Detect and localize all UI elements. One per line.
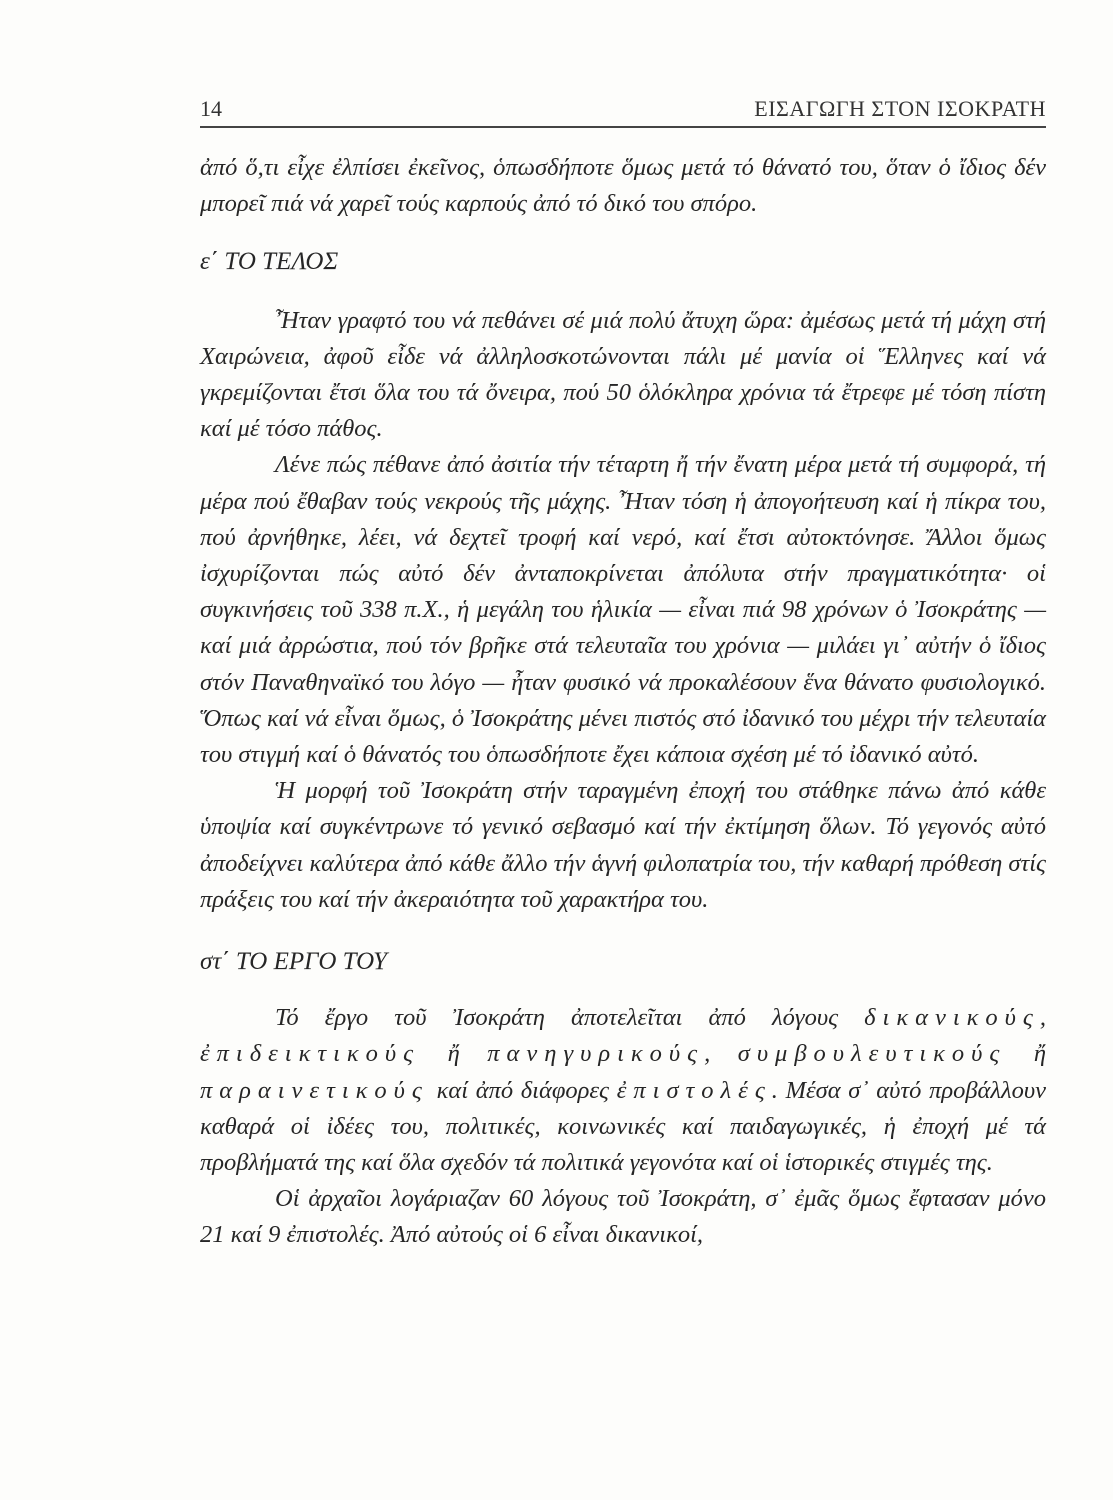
paragraph-the-end-2: Λένε πώς πέθανε ἀπό ἀσιτία τήν τέταρτη ἤ τήν ἔνατη μέρα μετά τή συμφορά, τή μέρα πού ἔθαβαν τούς νεκρούς τῆς μάχης. Ἦταν τόση ἡ ἀπογοήτευση καί ἡ πίκρα του, πού ἀρνήθηκε, λέει, νά δεχτεῖ τροφή καί νερό, καί ἔτσι αὐτοκτόνησε. Ἄλλοι ὅμως ἰσχυρίζονται πώς αὐτό δέν ἀνταποκρίνεται ἀπόλυτα στήν πραγματικότητα· οἱ συγκινήσεις τοῦ 338 π.Χ., ἡ μεγάλη του ἡλικία — εἶναι πιά 98 χρόνων ὁ Ἰσοκράτης — καί μιά ἀρρώστια, πού τόν βρῆκε στά τελευταῖα του χρόνια — μιλάει γι᾽ αὐτήν ὁ ἴδιος στόν Παναθηναϊκό του λόγο — ἦταν φυσικό νά προκαλέσουν ἕνα θάνατο φυσιολογικό. Ὅπως καί νά εἶναι ὅμως, ὁ Ἰσοκράτης μένει πιστός στό ἰδανικό του μέχρι τήν τελευταία του στιγμή καί ὁ θάνατός του ὁπωσδήποτε ἔχει κάποια σχέση μέ τό ἰδανικό αὐτό.	[200, 451, 1046, 769]
term-symvouleftikous: συμβουλευτικούς	[737, 1040, 1007, 1068]
term-dikanikous: δικανικούς	[864, 1004, 1040, 1032]
paragraph-his-work-2: Οἱ ἀρχαῖοι λογάριαζαν 60 λόγους τοῦ Ἰσοκράτη, σ᾽ ἐμᾶς ὅμως ἔφτασαν μόνο 21 καί 9 ἐπιστολές. Ἀπό αὐτούς οἱ 6 εἶναι δικανικοί,	[200, 1185, 1046, 1249]
term-parainetikous: παραινετικούς	[200, 1076, 429, 1104]
section-heading-the-end: ε΄ ΤΟ ΤΕΛΟΣ	[200, 248, 339, 276]
text-run: . Μέσα σ᾽ αὐτό προβάλλουν καθαρά οἱ ἰδέες του, πολιτικές, κοινωνικές καί παιδαγωγικές, ἡ ἐποχή μέ τά προβλήματά της καί ὅλα σχεδόν τά πολιτικά γεγονότα καί οἱ ἱστορικές στιγμές της.	[200, 1076, 1047, 1177]
page-header	[200, 92, 1046, 128]
page-number: 14	[200, 96, 222, 121]
section-heading-his-work: στ΄ ΤΟ ΕΡΓΟ ΤΟΥ	[200, 948, 388, 976]
paragraph-the-end-3: Ἡ μορφή τοῦ Ἰσοκράτη στήν ταραγμένη ἐποχή του στάθηκε πάνω ἀπό κάθε ὑποψία καί συγκέντρωνε τό γενικό σεβασμό καί τήν ἐκτίμηση ὅλων. Τό γεγονός αὐτό ἀποδείχνει καλύτερα ἀπό κάθε ἄλλο τήν ἁγνή φιλοπατρία του, τήν καθαρή πρόθεση στίς πράξεις του καί τήν ἀκεραιότητα τοῦ χαρακτήρα του.	[200, 777, 1046, 913]
paragraph-his-work-1	[200, 1000, 1046, 1181]
text-run: καί ἀπό διάφορες	[428, 1076, 617, 1104]
text-run: ,	[1039, 1004, 1046, 1032]
text-run: Τό ἔργο τοῦ Ἰσοκράτη ἀποτελεῖται ἀπό λόγους	[275, 1004, 865, 1032]
running-title: ΕΙΣΑΓΩΓΗ ΣΤΟΝ ΙΣΟΚΡΑΤΗ	[754, 96, 1046, 121]
text-run: ,	[704, 1040, 738, 1068]
term-epistoles: ἐπιστολές	[616, 1076, 772, 1104]
term-epideiktikous: ἐπιδεικτικούς	[200, 1040, 421, 1068]
intro-paragraph: ἀπό ὅ,τι εἶχε ἐλπίσει ἐκεῖνος, ὁπωσδήποτε ὅμως μετά τό θάνατό του, ὅταν ὁ ἴδιος δέν μπορεῖ πιά νά χαρεῖ τούς καρπούς ἀπό τό δικό του σπόρο.	[200, 154, 1046, 218]
text-run: ἤ	[420, 1040, 488, 1068]
text-run: ἤ	[1006, 1040, 1046, 1068]
term-panigyrikous: πανηγυρικούς	[487, 1040, 705, 1068]
paragraph-the-end-1: Ἦταν γραφτό του νά πεθάνει σέ μιά πολύ ἄτυχη ὥρα: ἀμέσως μετά τή μάχη στή Χαιρώνεια, ἀφοῦ εἶδε νά ἀλληλοσκοτώνονται πάλι μέ μανία οἱ Ἕλληνες καί νά γκρεμίζονται ἔτσι ὅλα του τά ὄνειρα, πού 50 ὁλόκληρα χρόνια τά ἔτρεφε μέ τόση πίστη καί μέ τόσο πάθος.	[200, 306, 1046, 443]
page-body	[200, 150, 1046, 1254]
